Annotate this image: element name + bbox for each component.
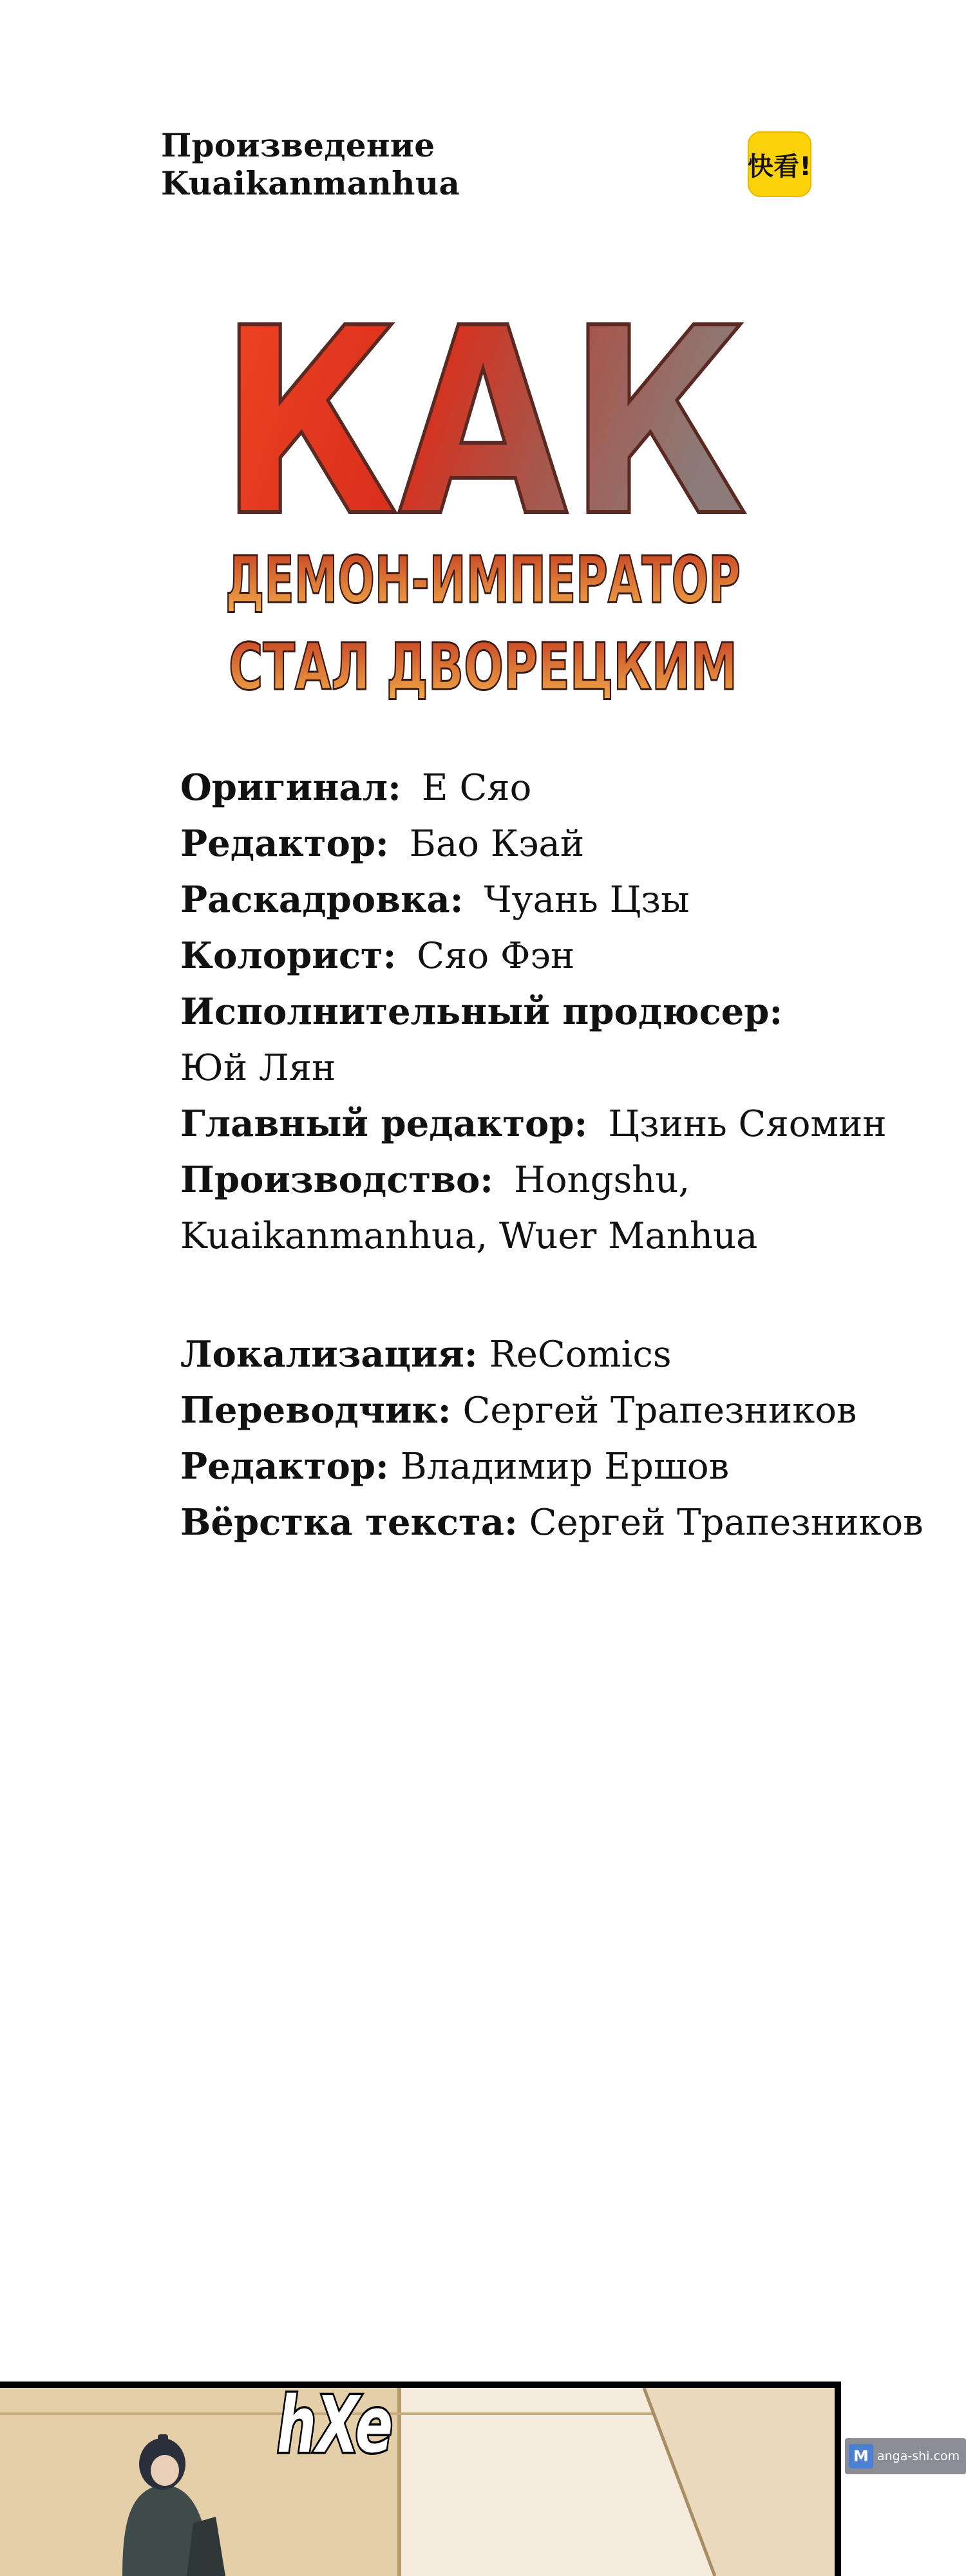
watermark [845, 2438, 966, 2474]
credit-line [180, 1096, 889, 1152]
credit-label: Исполнительный продюсер: [180, 990, 783, 1033]
localization-value: Сергей Трапезников [529, 1502, 923, 1544]
publisher-line [161, 126, 811, 202]
localization-line [180, 1495, 923, 1551]
sound-effect-text: hXe [277, 2381, 393, 2470]
localization-value: Сергей Трапезников [462, 1390, 857, 1432]
credit-line [180, 928, 889, 984]
credit-line [180, 1208, 889, 1264]
localization-value: ReComics [489, 1334, 672, 1376]
credit-value: Чуань Цзы [484, 879, 690, 921]
localization-list [180, 1327, 923, 1551]
publisher-text: Произведение Kuaikanmanhua [161, 126, 460, 202]
title-logo [206, 245, 760, 708]
localization-line [180, 1439, 889, 1495]
credit-label: Оригинал: [180, 766, 401, 809]
watermark-site: anga-shi.com [877, 2449, 960, 2463]
localization-label: Вёрстка текста: [180, 1501, 518, 1544]
credit-label: Главный редактор: [180, 1103, 588, 1145]
sound-effect [270, 2365, 399, 2474]
credit-value: Сяо Фэн [417, 935, 575, 977]
credit-value: Цзинь Сяомин [608, 1103, 887, 1145]
localization-label: Локализация: [180, 1333, 478, 1376]
credit-value: Юй Лян [180, 1047, 336, 1089]
localization-value: Владимир Ершов [400, 1446, 730, 1488]
localization-line [180, 1383, 889, 1439]
title-logo-line1: КАК [219, 274, 747, 573]
localization-label: Редактор: [180, 1445, 389, 1488]
credit-line [180, 1152, 889, 1208]
title-logo-line2: ДЕМОН-ИМПЕРАТОР [225, 542, 741, 618]
credits-list [180, 760, 889, 1264]
localization-line [180, 1327, 889, 1383]
credit-value: Hongshu, [513, 1159, 690, 1201]
comic-panel [0, 2382, 841, 2576]
watermark-logo: M [849, 2444, 873, 2468]
kuaikan-logo: 快看! [748, 131, 811, 197]
comic-panel-art [0, 2388, 835, 2576]
credit-line [180, 872, 889, 928]
credit-value: Бао Кэай [409, 823, 585, 865]
credit-line [180, 984, 889, 1040]
credit-value: Kuaikanmanhua, Wuer Manhua [180, 1215, 758, 1257]
credit-label: Раскадровка: [180, 878, 464, 921]
credit-label: Производство: [180, 1159, 493, 1201]
localization-label: Переводчик: [180, 1389, 451, 1432]
credit-line [180, 816, 889, 872]
credit-value: Е Сяо [421, 767, 532, 809]
credit-line [180, 760, 889, 816]
credit-line [180, 1040, 889, 1096]
title-logo-line3: СТАЛ ДВОРЕЦКИМ [229, 629, 737, 705]
credit-label: Колорист: [180, 934, 397, 977]
credit-label: Редактор: [180, 822, 389, 865]
